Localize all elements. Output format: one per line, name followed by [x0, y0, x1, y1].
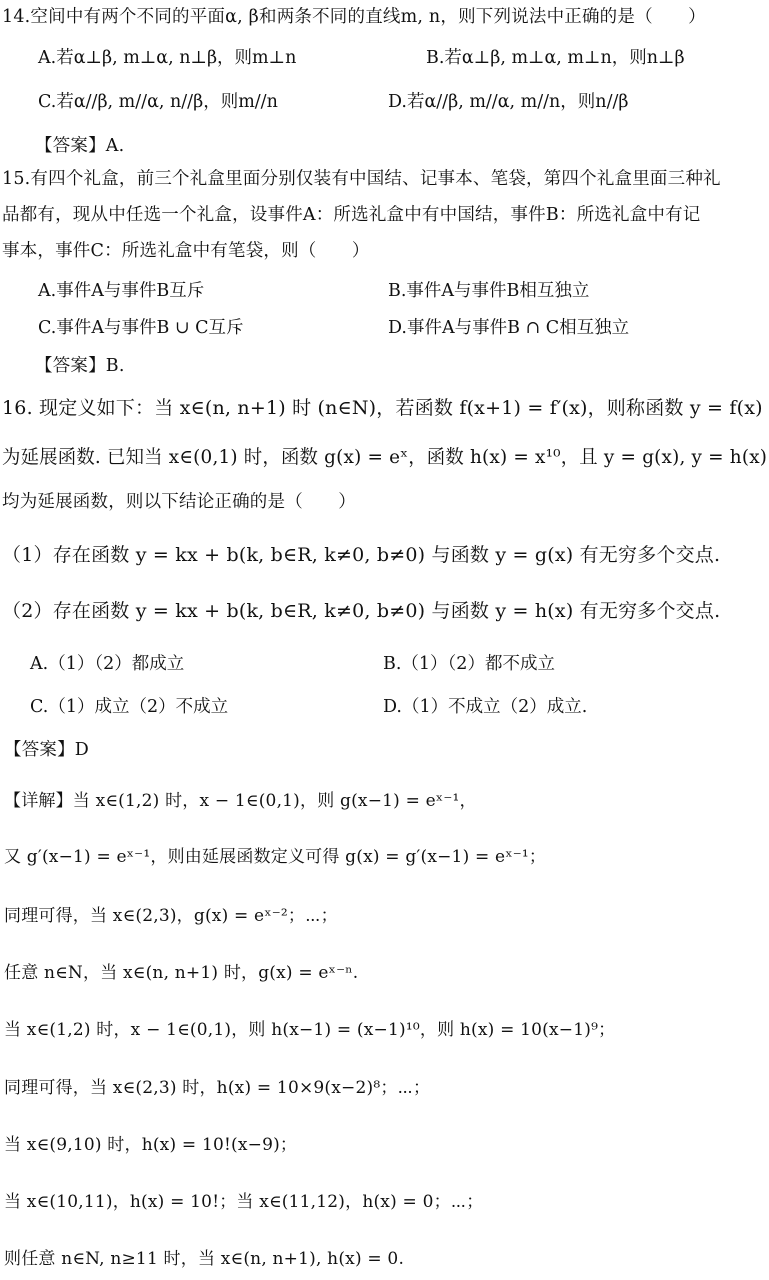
q16-detail-line-7: 当 x∈(9,10) 时，h(x) = 10!(x−9)；: [4, 1135, 298, 1155]
q14-option-d: D.若α//β, m//α, m//n，则n//β: [388, 92, 629, 112]
q15-stem-line-1: 15.有四个礼盒，前三个礼盒里面分别仅装有中国结、记事本、笔袋，第四个礼盒里面三种礼: [2, 169, 721, 189]
q14-option-a: A.若α⊥β, m⊥α, n⊥β，则m⊥n: [38, 48, 297, 68]
q16-detail-line-8: 当 x∈(10,11)，h(x) = 10!；当 x∈(11,12)，h(x) = 0；⋯；: [4, 1192, 484, 1212]
q14-option-b: B.若α⊥β, m⊥α, m⊥n，则n⊥β: [426, 48, 685, 68]
q16-detail-line-1: 【详解】当 x∈(1,2) 时，x − 1∈(0,1)，则 g(x−1) = eˣ⁻¹，: [4, 791, 477, 811]
q15-option-c: C.事件A与事件B ∪ C互斥: [38, 318, 244, 338]
q15-stem-line-2: 品都有，现从中任选一个礼盒，设事件A：所选礼盒中有中国结，事件B：所选礼盒中有记: [2, 205, 701, 225]
q16-detail-line-9: 则任意 n∈N, n≥11 时，当 x∈(n, n+1), h(x) = 0.: [4, 1249, 405, 1269]
q14-option-c: C.若α//β, m//α, n//β，则m//n: [38, 92, 278, 112]
q15-stem-line-3: 事本，事件C：所选礼盒中有笔袋，则（ ）: [2, 241, 370, 261]
q16-option-a: A.（1）（2）都成立: [30, 654, 185, 674]
q15-answer: 【答案】B.: [35, 356, 125, 376]
q16-detail-line-4: 任意 n∈N，当 x∈(n, n+1) 时，g(x) = eˣ⁻ⁿ.: [4, 963, 359, 983]
q16-stem-line-3: 均为延展函数，则以下结论正确的是（ ）: [2, 492, 356, 512]
q15-option-b: B.事件A与事件B相互独立: [388, 281, 590, 301]
q16-detail-line-5: 当 x∈(1,2) 时，x − 1∈(0,1)，则 h(x−1) = (x−1)¹⁰，则 h(x) = 10(x−1)⁹；: [4, 1020, 616, 1040]
q16-statement-1: （1）存在函数 y = kx + b(k, b∈R, k≠0, b≠0) 与函数 y = g(x) 有无穷多个交点.: [2, 544, 721, 566]
q16-stem-line-2: 为延展函数. 已知当 x∈(0,1) 时，函数 g(x) = eˣ，函数 h(x) = x¹⁰，且 y = g(x), y = h(x): [2, 446, 768, 468]
q14-stem: 14.空间中有两个不同的平面α, β和两条不同的直线m, n，则下列说法中正确的是（ ）: [2, 7, 706, 27]
q16-option-c: C.（1）成立（2）不成立: [30, 697, 229, 717]
q16-detail-line-2: 又 g′(x−1) = eˣ⁻¹，则由延展函数定义可得 g(x) = g′(x−1) = eˣ⁻¹；: [4, 847, 547, 867]
q16-answer: 【答案】D: [4, 740, 90, 760]
q16-option-b: B.（1）（2）都不成立: [383, 654, 555, 674]
q15-option-a: A.事件A与事件B互斥: [38, 281, 205, 301]
q16-detail-line-3: 同理可得，当 x∈(2,3)，g(x) = eˣ⁻²；⋯；: [4, 906, 338, 926]
q16-option-d: D.（1）不成立（2）成立.: [383, 697, 588, 717]
q16-stem-line-1: 16. 现定义如下：当 x∈(n, n+1) 时 (n∈N)，若函数 f(x+1) = f′(x)，则称函数 y = f(x): [2, 397, 763, 419]
q16-statement-2: （2）存在函数 y = kx + b(k, b∈R, k≠0, b≠0) 与函数 y = h(x) 有无穷多个交点.: [2, 600, 721, 622]
q15-option-d: D.事件A与事件B ∩ C相互独立: [388, 318, 630, 338]
q14-answer: 【答案】A.: [35, 136, 125, 156]
q16-detail-line-6: 同理可得，当 x∈(2,3) 时，h(x) = 10×9(x−2)⁸；⋯；: [4, 1078, 431, 1098]
